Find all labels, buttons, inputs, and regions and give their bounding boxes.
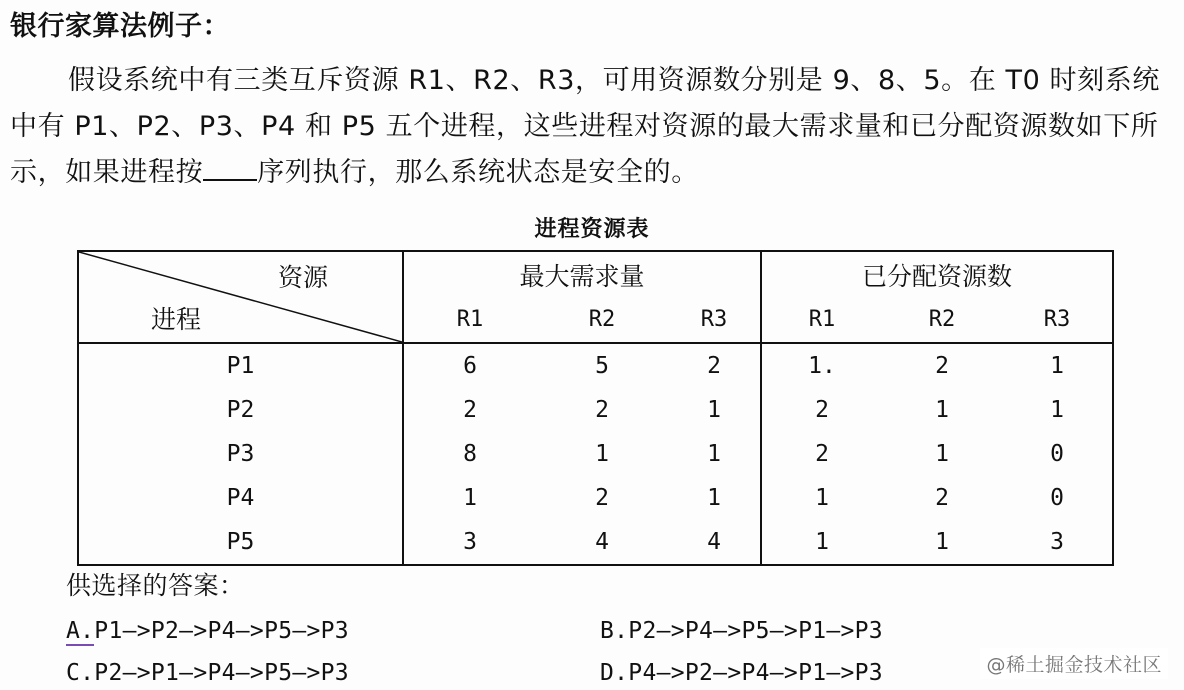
alloc-r3-cell: 0 [1050,441,1064,467]
sub-header-alloc-r2: R2 [928,307,956,332]
table-row [78,388,1113,432]
paragraph-text-after-blank: 序列执行，那么系统状态是安全的。 [257,157,699,188]
corner-diagonal-line [79,252,402,342]
alloc-r3-cell: 0 [1050,485,1064,511]
alloc-r1-cell: 1. [808,353,836,379]
alloc-r2-cell: 2 [935,353,949,379]
option-text: P2—>P1—>P4—>P5—>P3 [94,660,349,686]
process-cell: P4 [78,476,403,520]
answer-option-b [600,618,883,644]
max-r2-cell: 5 [595,353,609,379]
answer-option-c [66,660,349,686]
sub-header-max-r1: R1 [456,307,484,332]
alloc-r2-cell: 1 [935,529,949,555]
max-r1-cell: 6 [463,353,477,379]
option-letter: B. [600,618,629,644]
table-title: 进程资源表 [534,217,650,242]
option-letter: A. [66,618,95,644]
alloc-r2-cell: 1 [935,397,949,423]
max-r1-cell: 8 [463,441,477,467]
process-cell: P2 [78,388,403,432]
max-r3-cell: 1 [668,432,761,476]
sub-header-alloc-r3: R3 [1043,307,1071,332]
option-text: P4—>P2—>P4—>P1—>P3 [628,660,883,686]
option-text: P2—>P4—>P5—>P1—>P3 [628,618,883,644]
max-r3-cell: 1 [668,476,761,520]
process-cell: P3 [78,432,403,476]
process-resource-table [77,250,1114,566]
option-text: P1—>P2—>P4—>P5—>P3 [94,618,349,644]
max-r2-cell: 4 [595,529,609,555]
answer-option-d [600,660,883,686]
alloc-r1-cell: 1 [815,529,829,555]
process-cell: P5 [78,520,403,565]
paragraph-text-before-blank: 假设系统中有三类互斥资源 R1、R2、R3，可用资源数分别是 9、8、5。在 T0 时刻系统中有 P1、P2、P3、P4 和 P5 五个进程，这些进程对资源的最大需求量和已分配资源数如下所示，如果进程按 [10,65,1160,188]
answer-blank [203,155,257,181]
alloc-r1-cell: 2 [815,397,829,423]
max-r1-cell: 2 [463,397,477,423]
option-letter: D. [600,660,629,686]
watermark-text: @稀土掘金技术社区 [980,648,1168,679]
table-row [78,432,1113,476]
table-row [78,343,1113,388]
sub-header-max-r2: R2 [588,307,616,332]
max-r3-cell: 2 [668,343,761,388]
alloc-r3-cell: 3 [1050,529,1064,555]
option-letter: C. [66,660,95,686]
sub-header-alloc-r1: R1 [808,307,836,332]
max-r1-cell: 3 [463,529,477,555]
max-r1-cell: 1 [463,485,477,511]
table-row [78,476,1113,520]
page-heading: 银行家算法例子： [10,11,230,42]
sub-header-max-r3: R3 [668,297,761,343]
alloc-r3-cell: 1 [1050,397,1064,423]
table-row [78,520,1113,565]
max-r2-cell: 2 [595,485,609,511]
max-r2-cell: 2 [595,397,609,423]
answer-option-a [66,618,349,644]
table-corner-cell [78,251,403,343]
corner-label-process: 进程 [151,305,202,334]
alloc-r1-cell: 2 [815,441,829,467]
alloc-r1-cell: 1 [815,485,829,511]
alloc-r2-cell: 1 [935,441,949,467]
group-header-max: 最大需求量 [403,251,761,297]
alloc-r3-cell: 1 [1050,353,1064,379]
corner-label-resource: 资源 [277,263,328,292]
max-r3-cell: 1 [668,388,761,432]
max-r3-cell: 4 [668,520,761,565]
alloc-r2-cell: 2 [935,485,949,511]
problem-paragraph [10,58,1170,196]
group-header-alloc: 已分配资源数 [861,261,1012,291]
answers-title: 供选择的答案： [66,571,245,600]
max-r2-cell: 1 [595,441,609,467]
process-cell: P1 [78,343,403,388]
